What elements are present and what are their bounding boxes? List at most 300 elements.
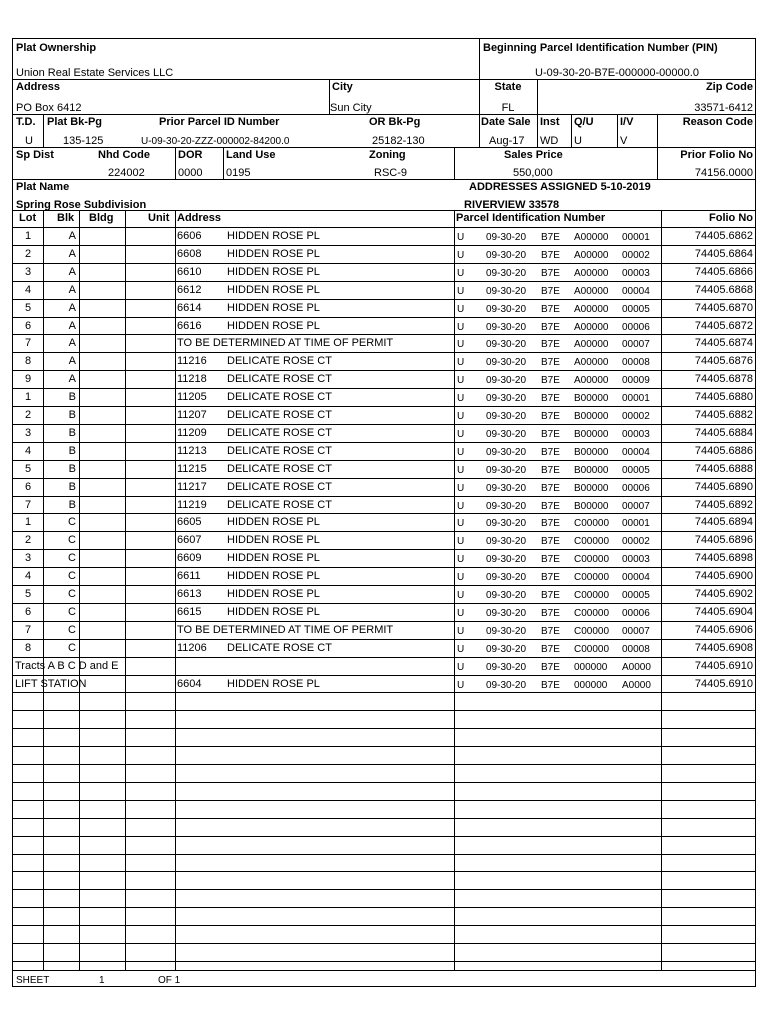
pin-prefix: U — [457, 429, 465, 440]
pin-lot: 00008 — [622, 357, 650, 368]
pin-lot: 00001 — [622, 393, 650, 404]
pin-prefix: U — [457, 393, 465, 404]
zip-value: 33571-6412 — [694, 102, 753, 114]
pin-str: 09-30-20 — [486, 286, 527, 297]
street-name: HIDDEN ROSE PL — [227, 320, 320, 332]
house-number: 6610 — [177, 266, 202, 278]
pin-lot: 00007 — [622, 339, 650, 350]
pin-str: 09-30-20 — [486, 483, 527, 494]
house-number: 6616 — [177, 320, 202, 332]
pin-sub: B7E — [541, 536, 560, 547]
plat-name-label: Plat Name — [16, 181, 70, 193]
folio-number: 74405.6892 — [694, 499, 753, 511]
pin-sub: B7E — [541, 608, 560, 619]
rule — [571, 114, 572, 148]
pin-prefix: U — [457, 644, 465, 655]
lot-number: 5 — [24, 588, 32, 600]
pin-sub: B7E — [541, 465, 560, 476]
pin-block: 000000 — [574, 662, 608, 673]
date-sale-label: Date Sale — [481, 116, 531, 128]
pin-prefix: U — [457, 536, 465, 547]
pin-sub: B7E — [541, 590, 560, 601]
pin-sub: B7E — [541, 447, 560, 458]
house-number: 6607 — [177, 534, 202, 546]
pin-prefix: U — [457, 483, 465, 494]
block-letter: A — [68, 355, 76, 367]
street-name: DELICATE ROSE CT — [227, 391, 332, 403]
pin-block: C00000 — [574, 608, 610, 619]
folio-number: 74405.6872 — [694, 320, 753, 332]
folio-number: 74405.6896 — [694, 534, 753, 546]
block-letter: B — [68, 409, 76, 421]
pin-prefix: U — [457, 268, 465, 279]
pin-prefix: U — [457, 304, 465, 315]
pin-block: C00000 — [574, 590, 610, 601]
address-label: Address — [16, 81, 61, 93]
street-name: HIDDEN ROSE PL — [227, 516, 320, 528]
col-unit: Unit — [148, 212, 170, 224]
pin-sub: B7E — [541, 644, 560, 655]
lot-number: 8 — [24, 355, 32, 367]
folio-number: 74405.6904 — [694, 606, 753, 618]
folio-number: 74405.6888 — [694, 463, 753, 475]
pin-lot: 00009 — [622, 375, 650, 386]
block-letter: C — [68, 534, 76, 546]
state-label: State — [494, 81, 522, 93]
folio-number: 74405.6898 — [694, 552, 753, 564]
house-number: 6604 — [177, 678, 202, 690]
block-letter: A — [68, 302, 76, 314]
street-name: HIDDEN ROSE PL — [227, 534, 320, 546]
pin-str: 09-30-20 — [486, 375, 527, 386]
td-label: T.D. — [16, 116, 36, 128]
city-value: Sun City — [330, 102, 372, 114]
pin-prefix: U — [457, 662, 465, 673]
col-bldg: Bldg — [89, 212, 114, 224]
pin-lot: 00005 — [622, 465, 650, 476]
rule — [223, 147, 224, 180]
zoning-value: RSC-9 — [374, 167, 408, 179]
house-number: 11215 — [177, 463, 207, 475]
col-rule — [79, 210, 80, 970]
pin-prefix: U — [457, 447, 465, 458]
house-number: 6614 — [177, 302, 202, 314]
folio-number: 74405.6864 — [694, 248, 753, 260]
lot-number: 2 — [24, 248, 32, 260]
pin-sub: B7E — [541, 357, 560, 368]
pin-sub: B7E — [541, 572, 560, 583]
pin-block: C00000 — [574, 554, 610, 565]
pin-block: A00000 — [574, 375, 609, 386]
lot-number: 6 — [24, 481, 32, 493]
pin-sub: B7E — [541, 626, 560, 637]
folio-number: 74405.6900 — [694, 570, 753, 582]
tract-label: Tracts A B C D and E — [15, 660, 119, 672]
pin-lot: 00002 — [622, 411, 650, 422]
address-note: TO BE DETERMINED AT TIME OF PERMIT — [177, 337, 394, 349]
beginning-pin: U-09-30-20-B7E-000000-00000.0 — [535, 67, 699, 79]
lot-number: 3 — [24, 266, 32, 278]
street-name: DELICATE ROSE CT — [227, 355, 332, 367]
folio-number: 74405.6880 — [694, 391, 753, 403]
lot-number: 4 — [24, 570, 32, 582]
pin-block: B00000 — [574, 393, 609, 404]
house-number: 11217 — [177, 481, 207, 493]
pin-lot: 00008 — [622, 644, 650, 655]
street-name: DELICATE ROSE CT — [227, 427, 332, 439]
folio-number: 74405.6870 — [694, 302, 753, 314]
prior-parcel-value: U-09-30-20-ZZZ-000002-84200.0 — [141, 136, 290, 147]
pin-lot: A0000 — [622, 662, 651, 673]
pin-prefix: U — [457, 626, 465, 637]
col-folio: Folio No — [709, 212, 753, 224]
or-bkpg-label: OR Bk-Pg — [369, 116, 421, 128]
pin-lot: 00007 — [622, 626, 650, 637]
land-use-label: Land Use — [226, 149, 276, 161]
folio-number: 74405.6884 — [694, 427, 753, 439]
pin-block: B00000 — [574, 429, 609, 440]
lot-number: 4 — [24, 445, 32, 457]
pin-sub: B7E — [541, 501, 560, 512]
pin-block: A00000 — [574, 357, 609, 368]
qu-label: Q/U — [574, 116, 594, 128]
block-letter: A — [68, 320, 76, 332]
plat-bkpg-label: Plat Bk-Pg — [47, 116, 103, 128]
folio-number: 74405.6910 — [694, 678, 753, 690]
pin-block: B00000 — [574, 465, 609, 476]
pin-lot: 00002 — [622, 536, 650, 547]
pin-str: 09-30-20 — [486, 626, 527, 637]
folio-number: 74405.6910 — [694, 660, 753, 672]
pin-prefix: U — [457, 286, 465, 297]
pin-prefix: U — [457, 232, 465, 243]
house-number: 6606 — [177, 230, 202, 242]
col-rule — [175, 210, 176, 970]
pin-str: 09-30-20 — [486, 250, 527, 261]
block-letter: A — [68, 248, 76, 260]
nhd-code-label: Nhd Code — [98, 149, 150, 161]
pin-lot: 00004 — [622, 286, 650, 297]
nhd-code-value: 224002 — [108, 167, 145, 179]
pin-sub: B7E — [541, 250, 560, 261]
block-letter: C — [68, 588, 76, 600]
lot-number: 1 — [24, 516, 32, 528]
pin-lot: 00004 — [622, 447, 650, 458]
lot-number: 2 — [24, 409, 32, 421]
lot-number: 3 — [24, 427, 32, 439]
pin-sub: B7E — [541, 483, 560, 494]
lot-number: 2 — [24, 534, 32, 546]
zip-label: Zip Code — [705, 81, 753, 93]
lot-number: 9 — [24, 373, 32, 385]
house-number: 6612 — [177, 284, 202, 296]
row-rule — [13, 970, 755, 971]
house-number: 11209 — [177, 427, 207, 439]
pin-prefix: U — [457, 322, 465, 333]
folio-number: 74405.6878 — [694, 373, 753, 385]
pin-lot: 00005 — [622, 304, 650, 315]
block-letter: C — [68, 624, 76, 636]
pin-prefix: U — [457, 518, 465, 529]
riverview-label: RIVERVIEW 33578 — [464, 199, 560, 211]
pin-label: Beginning Parcel Identification Number (PIN) — [483, 42, 718, 54]
house-number: 11219 — [177, 499, 207, 511]
pin-sub: B7E — [541, 393, 560, 404]
city-label: City — [332, 81, 353, 93]
block-letter: B — [68, 445, 76, 457]
block-letter: C — [68, 642, 76, 654]
pin-prefix: U — [457, 608, 465, 619]
block-letter: B — [68, 499, 76, 511]
pin-str: 09-30-20 — [486, 518, 527, 529]
street-name: DELICATE ROSE CT — [227, 409, 332, 421]
pin-lot: A0000 — [622, 680, 651, 691]
pin-str: 09-30-20 — [486, 608, 527, 619]
house-number: 11205 — [177, 391, 207, 403]
pin-str: 09-30-20 — [486, 644, 527, 655]
block-letter: C — [68, 552, 76, 564]
pin-block: B00000 — [574, 501, 609, 512]
street-name: HIDDEN ROSE PL — [227, 230, 320, 242]
land-use-value: 0195 — [226, 167, 251, 179]
addresses-assigned: ADDRESSES ASSIGNED 5-10-2019 — [469, 181, 651, 193]
pin-prefix: U — [457, 339, 465, 350]
col-pin: Parcel Identification Number — [456, 212, 606, 224]
pin-str: 09-30-20 — [486, 339, 527, 350]
pin-str: 09-30-20 — [486, 429, 527, 440]
pin-block: A00000 — [574, 339, 609, 350]
rule — [537, 79, 538, 115]
block-letter: A — [68, 266, 76, 278]
rule — [454, 147, 455, 180]
pin-str: 09-30-20 — [486, 232, 527, 243]
house-number: 11207 — [177, 409, 207, 421]
date-sale-value: Aug-17 — [489, 135, 525, 147]
pin-sub: B7E — [541, 518, 560, 529]
street-name: HIDDEN ROSE PL — [227, 588, 320, 600]
house-number: 11206 — [177, 642, 207, 654]
street-name: DELICATE ROSE CT — [227, 481, 332, 493]
street-name: DELICATE ROSE CT — [227, 499, 332, 511]
dor-value: 0000 — [178, 167, 203, 179]
house-number: 11213 — [177, 445, 207, 457]
pin-str: 09-30-20 — [486, 447, 527, 458]
lot-number: 3 — [24, 552, 32, 564]
lot-number: 7 — [24, 337, 32, 349]
pin-block: C00000 — [574, 572, 610, 583]
address-note: TO BE DETERMINED AT TIME OF PERMIT — [177, 624, 394, 636]
pin-str: 09-30-20 — [486, 357, 527, 368]
col-rule — [125, 210, 126, 970]
pin-block: B00000 — [574, 447, 609, 458]
inst-value: WD — [540, 135, 559, 147]
pin-lot: 00003 — [622, 554, 650, 565]
rule — [43, 114, 44, 148]
pin-prefix: U — [457, 375, 465, 386]
col-blk: Blk — [57, 212, 75, 224]
pin-block: A00000 — [574, 250, 609, 261]
pin-lot: 00002 — [622, 250, 650, 261]
pin-sub: B7E — [541, 322, 560, 333]
sheet-number: 1 — [99, 975, 105, 986]
pin-block: A00000 — [574, 304, 609, 315]
house-number: 6615 — [177, 606, 202, 618]
pin-block: C00000 — [574, 518, 610, 529]
pin-block: B00000 — [574, 483, 609, 494]
pin-block: A00000 — [574, 268, 609, 279]
pin-prefix: U — [457, 465, 465, 476]
pin-str: 09-30-20 — [486, 501, 527, 512]
plat-name-value: Spring Rose Subdivision — [16, 199, 147, 211]
lot-number: 7 — [24, 624, 32, 636]
pin-str: 09-30-20 — [486, 268, 527, 279]
pin-prefix: U — [457, 357, 465, 368]
folio-number: 74405.6862 — [694, 230, 753, 242]
house-number: 6611 — [177, 570, 201, 582]
pin-lot: 00001 — [622, 232, 650, 243]
pin-str: 09-30-20 — [486, 536, 527, 547]
street-name: HIDDEN ROSE PL — [227, 552, 320, 564]
block-letter: A — [68, 284, 76, 296]
iv-value: V — [620, 135, 628, 147]
block-letter: C — [68, 570, 76, 582]
address-value: PO Box 6412 — [16, 102, 82, 114]
pin-sub: B7E — [541, 286, 560, 297]
pin-sub: B7E — [541, 375, 560, 386]
pin-block: A00000 — [574, 232, 609, 243]
pin-str: 09-30-20 — [486, 590, 527, 601]
tract-label: LIFT STATION — [15, 678, 87, 690]
owner-name: Union Real Estate Services LLC — [16, 67, 174, 79]
sales-price-value: 550,000 — [513, 167, 553, 179]
street-name: DELICATE ROSE CT — [227, 445, 332, 457]
folio-number: 74405.6894 — [694, 516, 753, 528]
block-letter: A — [68, 337, 76, 349]
street-name: HIDDEN ROSE PL — [227, 678, 320, 690]
pin-lot: 00007 — [622, 501, 650, 512]
street-name: DELICATE ROSE CT — [227, 373, 332, 385]
house-number: 6613 — [177, 588, 202, 600]
street-name: HIDDEN ROSE PL — [227, 302, 320, 314]
pin-sub: B7E — [541, 662, 560, 673]
street-name: HIDDEN ROSE PL — [227, 570, 320, 582]
street-name: DELICATE ROSE CT — [227, 463, 332, 475]
pin-str: 09-30-20 — [486, 662, 527, 673]
col-address: Address — [177, 212, 222, 224]
street-name: HIDDEN ROSE PL — [227, 284, 320, 296]
pin-block: A00000 — [574, 322, 609, 333]
pin-str: 09-30-20 — [486, 465, 527, 476]
folio-number: 74405.6866 — [694, 266, 753, 278]
dor-label: DOR — [178, 149, 203, 161]
pin-sub: B7E — [541, 268, 560, 279]
block-letter: A — [68, 230, 76, 242]
prior-parcel-label: Prior Parcel ID Number — [159, 116, 280, 128]
col-lot: Lot — [19, 212, 37, 224]
pin-block: C00000 — [574, 644, 610, 655]
iv-label: I/V — [620, 116, 634, 128]
state-value: FL — [501, 102, 515, 114]
pin-block: C00000 — [574, 536, 610, 547]
pin-prefix: U — [457, 411, 465, 422]
folio-number: 74405.6868 — [694, 284, 753, 296]
pin-str: 09-30-20 — [486, 322, 527, 333]
pin-lot: 00003 — [622, 429, 650, 440]
pin-prefix: U — [457, 590, 465, 601]
block-letter: A — [68, 373, 76, 385]
pin-prefix: U — [457, 554, 465, 565]
folio-number: 74405.6882 — [694, 409, 753, 421]
pin-lot: 00001 — [622, 518, 650, 529]
plat-ownership-label: Plat Ownership — [16, 42, 97, 54]
pin-sub: B7E — [541, 411, 560, 422]
block-letter: B — [68, 463, 76, 475]
plat-ownership-sheet — [12, 38, 756, 987]
pin-sub: B7E — [541, 232, 560, 243]
lot-number: 5 — [24, 463, 32, 475]
folio-number: 74405.6902 — [694, 588, 753, 600]
lot-number: 4 — [24, 284, 32, 296]
house-number: 11216 — [177, 355, 207, 367]
inst-label: Inst — [540, 116, 560, 128]
pin-block: A00000 — [574, 286, 609, 297]
street-name: HIDDEN ROSE PL — [227, 248, 320, 260]
pin-prefix: U — [457, 572, 465, 583]
pin-lot: 00006 — [622, 322, 650, 333]
folio-number: 74405.6890 — [694, 481, 753, 493]
lot-number: 6 — [24, 606, 32, 618]
col-rule — [454, 210, 455, 970]
pin-block: B00000 — [574, 411, 609, 422]
lot-number: 7 — [24, 499, 32, 511]
lot-number: 1 — [24, 391, 32, 403]
prior-folio-label: Prior Folio No — [680, 149, 753, 161]
pin-prefix: U — [457, 250, 465, 261]
pin-lot: 00004 — [622, 572, 650, 583]
block-letter: B — [68, 391, 76, 403]
pin-lot: 00005 — [622, 590, 650, 601]
house-number: 6605 — [177, 516, 202, 528]
pin-str: 09-30-20 — [486, 304, 527, 315]
pin-sub: B7E — [541, 554, 560, 565]
house-number: 6608 — [177, 248, 202, 260]
folio-number: 74405.6886 — [694, 445, 753, 457]
street-name: HIDDEN ROSE PL — [227, 606, 320, 618]
sheet-label: SHEET — [16, 975, 50, 986]
block-letter: B — [68, 481, 76, 493]
block-letter: C — [68, 606, 76, 618]
lot-number: 6 — [24, 320, 32, 332]
folio-number: 74405.6908 — [694, 642, 753, 654]
folio-number: 74405.6876 — [694, 355, 753, 367]
or-bkpg-value: 25182-130 — [372, 135, 425, 147]
td-value: U — [25, 135, 33, 147]
pin-str: 09-30-20 — [486, 554, 527, 565]
lot-number: 5 — [24, 302, 32, 314]
pin-sub: B7E — [541, 429, 560, 440]
pin-lot: 00006 — [622, 608, 650, 619]
prior-folio-value: 74156.0000 — [694, 167, 753, 179]
pin-prefix: U — [457, 680, 465, 691]
street-name: HIDDEN ROSE PL — [227, 266, 320, 278]
pin-str: 09-30-20 — [486, 680, 527, 691]
pin-str: 09-30-20 — [486, 411, 527, 422]
sp-dist-label: Sp Dist — [16, 149, 54, 161]
pin-sub: B7E — [541, 680, 560, 691]
sheet-total: OF 1 — [158, 975, 181, 986]
zoning-label: Zoning — [369, 149, 406, 161]
pin-str: 09-30-20 — [486, 572, 527, 583]
